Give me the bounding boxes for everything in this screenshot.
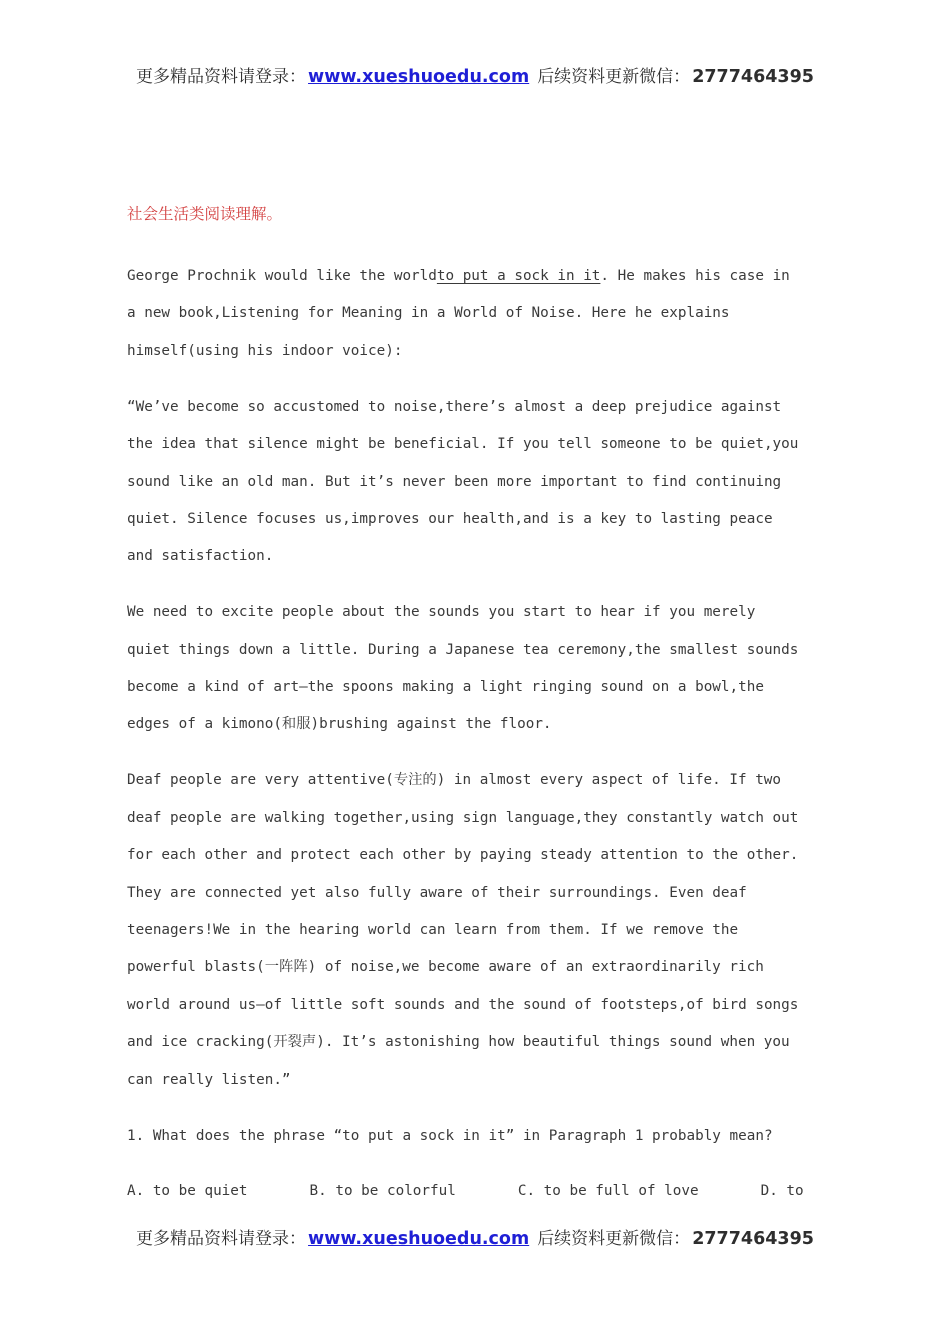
paragraph [127,594,802,744]
footer-prefix-text: 更多精品资料请登录： [136,1229,307,1249]
header-site-link[interactable]: www.xueshuoedu.com [308,67,530,87]
footer-banner [0,1224,950,1249]
footer-middle-text: 后续资料更新微信： [537,1229,691,1249]
header-wechat-number: 2777464395 [692,67,814,87]
paragraph [127,389,802,576]
paragraph [127,258,802,370]
question-text: 1. What does the phrase “to put a sock in it” in Paragraph 1 probably mean? [127,1127,773,1144]
underlined-phrase: to put a sock in it [436,268,601,284]
paragraph-text: Deaf people are very attentive(专注的) in almost every aspect of life. If two deaf people are walking together,using sign language,they constantly watch out for each other and protect each other by paying steady attention to the other. They are connected yet also fully aware of their surroundings. Even deaf teenagers!We in the hearing world can learn from them. If we remove the powerful blasts(一阵阵) of noise,we become aware of an extraordinarily rich world around us—of little soft sounds and the sound of footsteps,of bird songs and ice cracking(开裂声). It’s astonishing how beautiful things sound when you can really listen.” [127,772,799,1088]
option-d: D. to [760,1183,804,1200]
section-title: 社会生活类阅读理解。 [127,205,283,223]
option-b: B. to be colorful [309,1183,456,1200]
paragraph [127,762,802,1099]
paragraph-text: “We’ve become so accustomed to noise,there’s almost a deep prejudice against the idea that silence might be beneficial. If you tell someone to be quiet,you sound like an old man. But it’s never been more important to find continuing quiet. Silence focuses us,improves our health,and is a key to lasting peace and satisfaction. [127,398,799,565]
answer-options [127,1173,802,1210]
footer-site-link[interactable]: www.xueshuoedu.com [308,1229,530,1249]
document-content [127,203,802,1229]
header-middle-text: 后续资料更新微信： [537,67,691,87]
footer-wechat-number: 2777464395 [692,1229,814,1249]
paragraph-text: . He makes his case in a new book,Listening for Meaning in a World of Noise. Here he explains himself(using his indoor voice): [127,268,790,359]
paragraph-text: George Prochnik would like the world [127,268,437,284]
header-banner [0,62,950,87]
option-a: A. to be quiet [127,1183,248,1200]
header-prefix-text: 更多精品资料请登录： [136,67,307,87]
paragraphs [127,258,802,1099]
paragraph-text: We need to excite people about the sounds you start to hear if you merely quiet things down a little. During a Japanese tea ceremony,the smallest sounds become a kind of art—the spoons making a light ringing sound on a bowl,the edges of a kimono(和服)brushing against the floor. [127,604,799,733]
option-c: C. to be full of love [517,1183,699,1200]
